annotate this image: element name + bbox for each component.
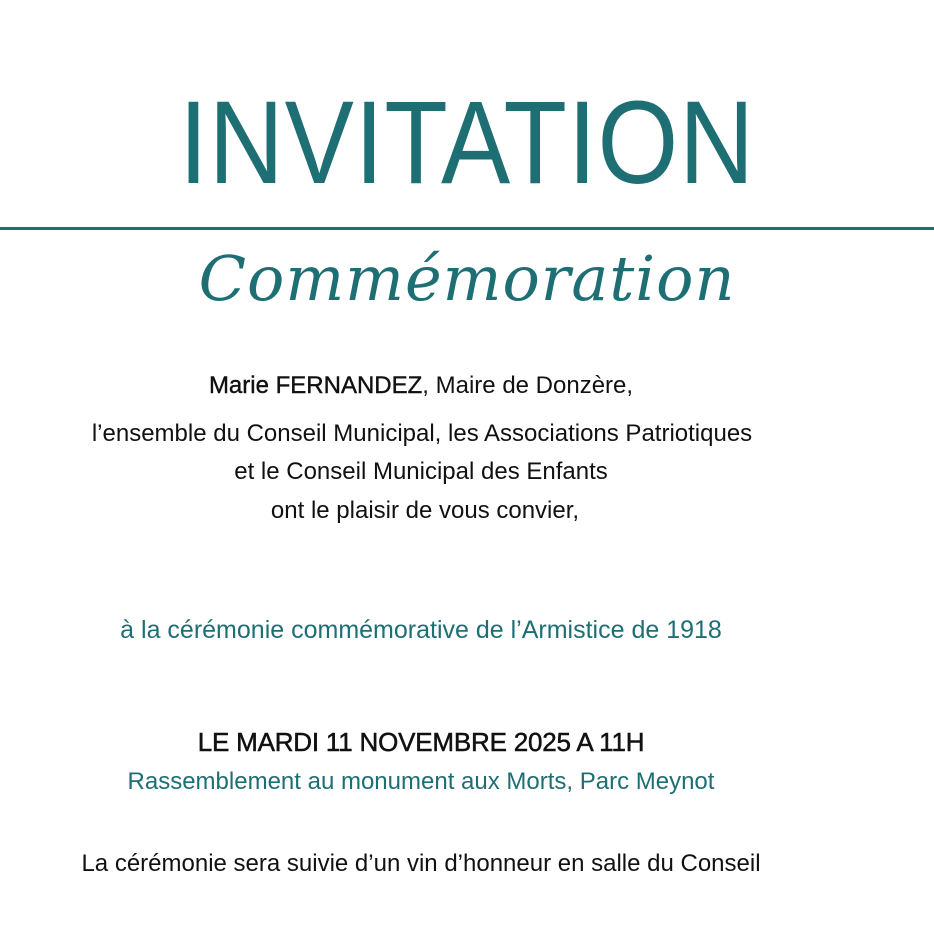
event-location: Rassemblement au monument aux Morts, Parc Meynot [127,768,715,795]
invitees-line-2: et le Conseil Municipal des Enfants [234,458,608,485]
host-line [0,372,888,401]
event-description: à la cérémonie commémorative de l’Armistice de 1918 [120,616,722,644]
event-date-time: LE MARDI 11 NOVEMBRE 2025 A 11H [197,727,645,757]
invitation-line: ont le plaisir de vous convier, [270,497,580,524]
title-divider [0,227,934,230]
host-name: Marie FERNANDEZ [208,372,423,399]
invitation-title: INVITATION [178,77,756,209]
host-role: , Maire de Donzère, [422,372,634,399]
invitees-line-1: l’ensemble du Conseil Municipal, les Associations Patriotiques [91,420,753,447]
commemoration-script-title: Commémoration [198,242,736,315]
followup-note: La cérémonie sera suivie d’un vin d’honneur en salle du Conseil [81,850,761,877]
